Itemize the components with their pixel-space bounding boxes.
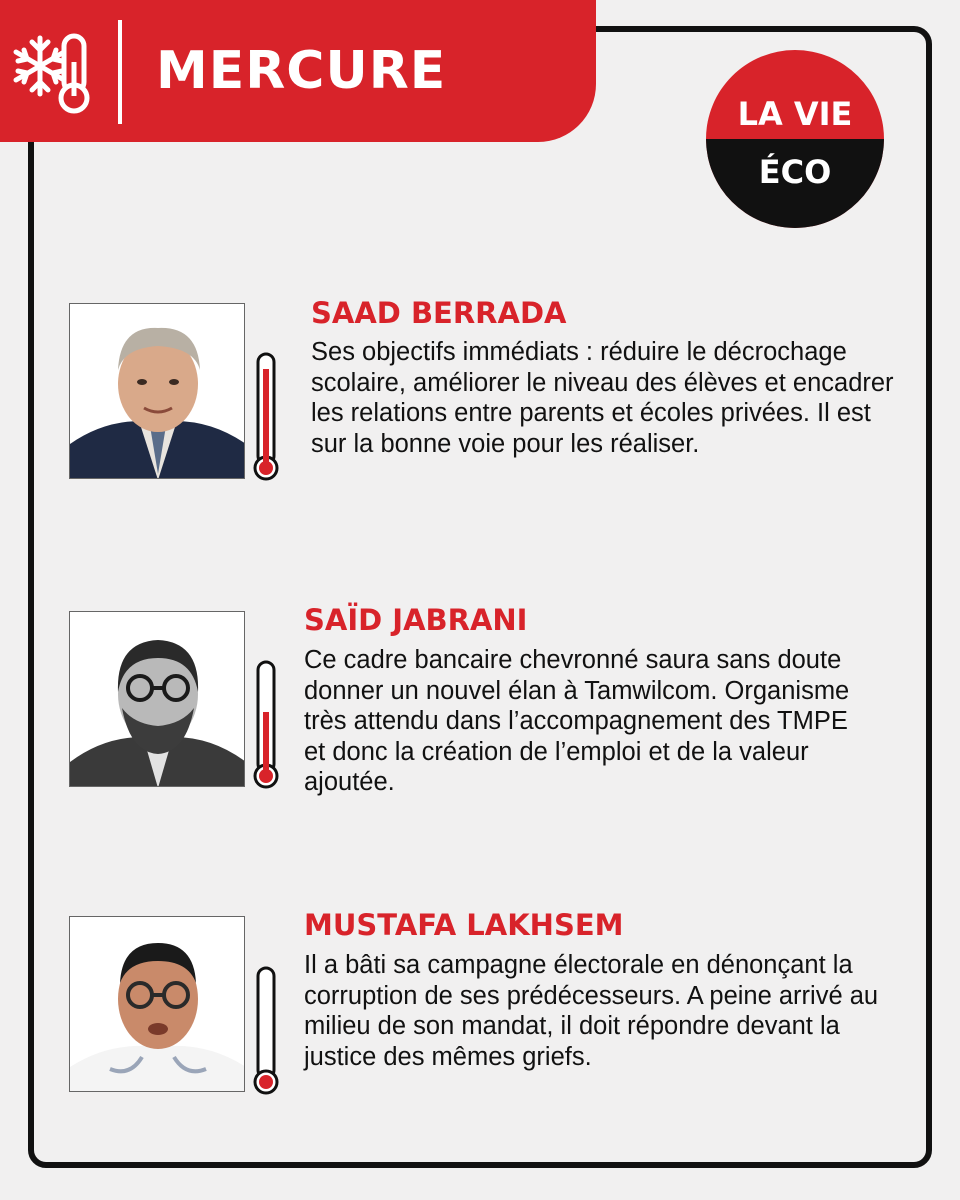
person-description: Il a bâti sa campagne électorale en dénonçant la corruption de ses prédécesseurs. A peine arrivé au milieu de son mandat, il doit répondre devant la justice des mêmes griefs. bbox=[304, 951, 879, 1071]
person-portrait-icon bbox=[70, 612, 245, 787]
thermometer-tube bbox=[258, 968, 274, 1078]
snowflake-thermometer-icon bbox=[10, 28, 100, 114]
thermometer-bulb-fill bbox=[259, 1075, 273, 1089]
la-vie-eco-logo bbox=[706, 50, 884, 228]
thermometer-level bbox=[263, 369, 269, 464]
thermometer-level bbox=[263, 712, 269, 772]
temperature-thermometer-icon bbox=[252, 660, 280, 790]
person-portrait-icon bbox=[70, 917, 245, 1092]
person-name: SAAD BERRADA bbox=[311, 296, 567, 330]
person-name: MUSTAFA LAKHSEM bbox=[304, 908, 624, 942]
logo-text-top: LA VIE bbox=[737, 95, 853, 133]
temperature-thermometer-icon bbox=[252, 352, 280, 482]
person-portrait-icon bbox=[70, 304, 245, 479]
page-title: MERCURE bbox=[156, 41, 447, 101]
portrait-photo bbox=[69, 916, 245, 1092]
person-description: Ce cadre bancaire chevronné saura sans doute donner un nouvel élan à Tamwilcom. Organisme très attendu dans l’accompagnement des TMPE et donc la création de l’emploi et de la valeur ajoutée. bbox=[304, 646, 850, 796]
person-name: SAÏD JABRANI bbox=[304, 603, 528, 637]
logo-text-bottom: ÉCO bbox=[758, 153, 832, 191]
header-divider bbox=[118, 20, 122, 124]
portrait-photo bbox=[69, 611, 245, 787]
header-banner bbox=[0, 0, 596, 142]
person-description: Ses objectifs immédiats : réduire le décrochage scolaire, améliorer le niveau des élèves et encadrer les relations entre parents et écoles privées. Il est sur la bonne voie pour les réaliser. bbox=[311, 338, 894, 458]
temperature-thermometer-icon bbox=[252, 966, 280, 1096]
portrait-photo bbox=[69, 303, 245, 479]
